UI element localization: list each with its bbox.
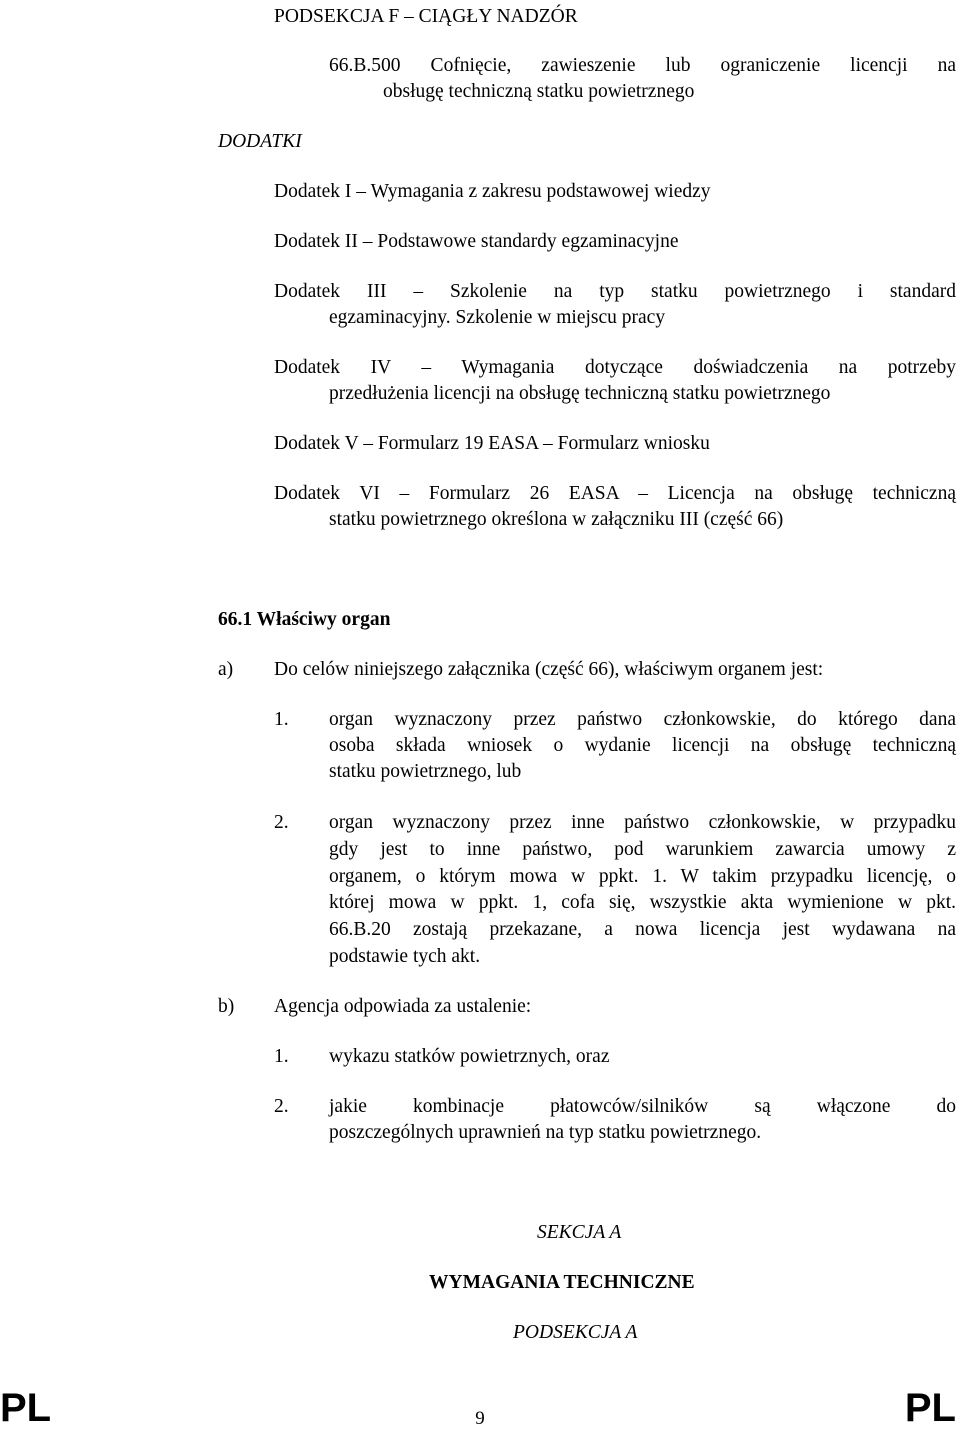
item-b1-number: 1. (274, 1046, 289, 1067)
item-b2-line2: poszczególnych uprawnień na typ statku powietrznego. (329, 1122, 762, 1143)
page-number: 9 (475, 1408, 485, 1429)
item-a2-line2: gdy jest to inne państwo, pod warunkiem zawarcia umowy z (329, 839, 956, 860)
subsection-f-heading: PODSEKCJA F – CIĄGŁY NADZÓR (274, 6, 578, 27)
item-a-text: Do celów niniejszego załącznika (część 66), właściwym organem jest: (274, 659, 824, 680)
item-a2-line6: podstawie tych akt. (329, 946, 481, 967)
section-a-title: SEKCJA A (537, 1222, 622, 1243)
item-b2-number: 2. (274, 1096, 289, 1117)
annex-4-line2: przedłużenia licencji na obsługę techniczną statku powietrznego (329, 383, 831, 404)
item-a1-line2: osoba składa wniosek o wydanie licencji na obsługę techniczną (329, 735, 956, 756)
toc-entry-66b500-line2: obsługę techniczną statku powietrznego (383, 81, 695, 102)
item-b2-line1: jakie kombinacje płatowców/silników są włączone do (329, 1096, 956, 1117)
item-a2-line1: organ wyznaczony przez inne państwo członkowskie, w przypadku (329, 812, 956, 833)
section-a-subtitle: WYMAGANIA TECHNICZNE (429, 1272, 695, 1293)
annex-6-line1: Dodatek VI – Formularz 26 EASA – Licencja na obsługę techniczną (274, 483, 956, 504)
item-b-label: b) (218, 996, 235, 1017)
subsection-a-heading: PODSEKCJA A (513, 1322, 638, 1343)
annex-3-line1: Dodatek III – Szkolenie na typ statku powietrznego i standard (274, 281, 956, 302)
item-a1-number: 1. (274, 709, 289, 730)
item-a1-line3: statku powietrznego, lub (329, 761, 522, 782)
annex-1: Dodatek I – Wymagania z zakresu podstawowej wiedzy (274, 181, 711, 202)
annex-3-line2: egzaminacyjny. Szkolenie w miejscu pracy (329, 307, 666, 328)
annex-4-line1: Dodatek IV – Wymagania dotyczące doświadczenia na potrzeby (274, 357, 956, 378)
language-marker-right: PL (904, 1386, 956, 1430)
item-a2-number: 2. (274, 812, 289, 833)
annex-2: Dodatek II – Podstawowe standardy egzaminacyjne (274, 231, 679, 252)
item-b-text: Agencja odpowiada za ustalenie: (274, 996, 532, 1017)
item-a2-line4: której mowa w ppkt. 1, cofa się, wszystkie akta wymienione w pkt. (329, 892, 956, 913)
item-a2-line5: 66.B.20 zostają przekazane, a nowa licencja jest wydawana na (329, 919, 956, 940)
annexes-heading: DODATKI (218, 131, 302, 152)
annex-6-line2: statku powietrznego określona w załączniku III (część 66) (329, 509, 784, 530)
item-a2-line3: organem, o którym mowa w ppkt. 1. W takim przypadku licencję, o (329, 866, 956, 887)
annex-5: Dodatek V – Formularz 19 EASA – Formularz wniosku (274, 433, 710, 454)
item-b1-text: wykazu statków powietrznych, oraz (329, 1046, 610, 1067)
item-a1-line1: organ wyznaczony przez państwo członkowskie, do którego dana (329, 709, 956, 730)
section-66-1-heading: 66.1 Właściwy organ (218, 609, 391, 630)
language-marker-left: PL (0, 1386, 52, 1430)
toc-entry-66b500-line1: 66.B.500 Cofnięcie, zawieszenie lub ograniczenie licencji na (329, 55, 956, 76)
item-a-label: a) (218, 659, 234, 680)
